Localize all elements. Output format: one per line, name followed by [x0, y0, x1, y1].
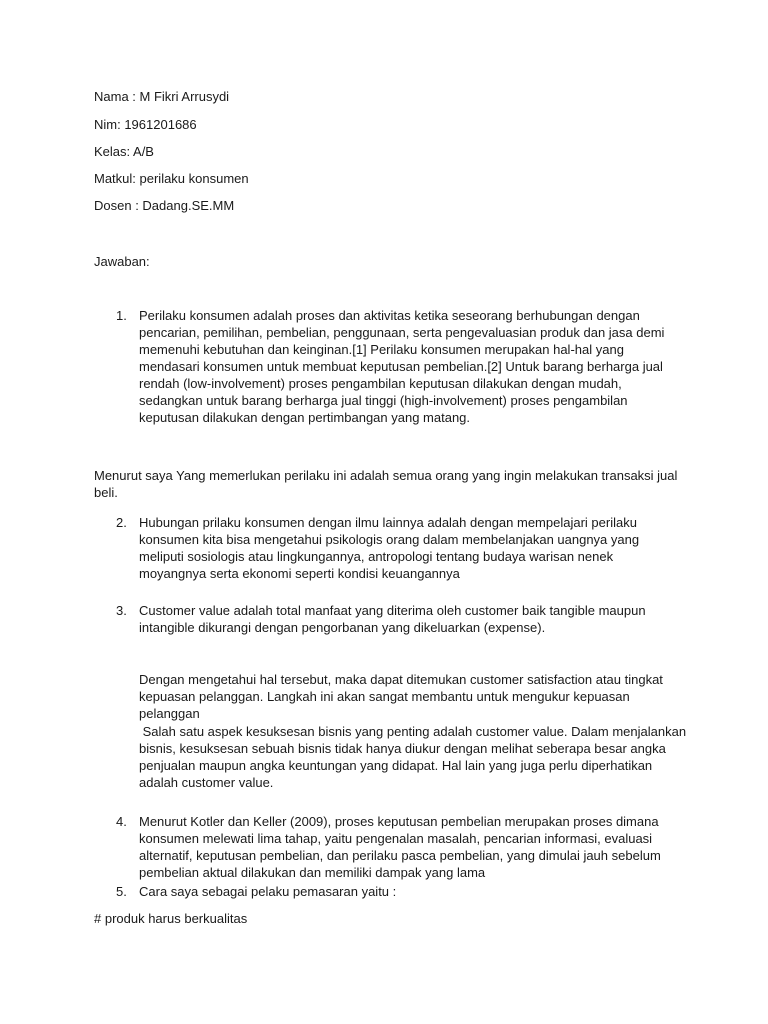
answer-3-extra-a: [139, 671, 679, 722]
text-line: Menurut Kotler dan Keller (2009), proses keputusan pembelian merupakan proses dimana: [139, 814, 659, 829]
answer-number: 4.: [116, 814, 127, 829]
text-line: keputusan dilakukan dengan pertimbangan yang matang.: [139, 410, 471, 425]
answer-5-text: [139, 883, 679, 900]
answers-heading: Jawaban:: [94, 254, 150, 269]
text-line: alternatif, keputusan pembelian, dan perilaku pasca pembelian, yang dimulai jauh sebelum: [139, 848, 661, 863]
answer-number: 2.: [116, 515, 127, 530]
text-line: pelanggan: [139, 706, 200, 721]
text-line: Menurut saya Yang memerlukan perilaku ini adalah semua orang yang ingin melakukan transaksi jual: [94, 468, 678, 483]
text-line: memenuhi kebutuhan dan keinginan.[1] Perilaku konsumen merupakan hal-hal yang: [139, 342, 624, 357]
text-line: Perilaku konsumen adalah proses dan aktivitas ketika seseorang berhubungan dengan: [139, 308, 640, 323]
text-line: bisnis, kesuksesan sebuah bisnis tidak hanya diukur dengan melihat seberapa besar angka: [139, 741, 666, 756]
answer-4-text: [139, 813, 687, 881]
text-line: pembelian aktual dilakukan dan memiliki dampak yang lama: [139, 865, 486, 880]
text-line: penjualan maupun angka keuntungan yang didapat. Hal lain yang juga perlu diperhatikan: [139, 758, 653, 773]
text-line: adalah customer value.: [139, 775, 274, 790]
text-line: Customer value adalah total manfaat yang diterima oleh customer baik tangible maupun: [139, 603, 646, 618]
student-nim: Nim: 1961201686: [94, 117, 197, 132]
opinion-paragraph: [94, 467, 714, 501]
course-label: Matkul: perilaku konsumen: [94, 171, 249, 186]
text-line: mendasari konsumen untuk membuat keputusan pembelian.[2] Untuk barang berharga jual: [139, 359, 663, 374]
text-line: Salah satu aspek kesuksesan bisnis yang penting adalah customer value. Dalam menjalankan: [139, 724, 687, 739]
text-line: Hubungan prilaku konsumen dengan ilmu lainnya adalah dengan mempelajari perilaku: [139, 515, 637, 530]
text-line: beli.: [94, 485, 118, 500]
answer-3-text: [139, 602, 679, 636]
answer-1-text: [139, 307, 679, 426]
text-line: sedangkan untuk barang berharga jual tinggi (high-involvement) proses pengambilan: [139, 393, 628, 408]
quality-note: # produk harus berkualitas: [94, 911, 248, 926]
answer-number: 5.: [116, 884, 127, 899]
text-line: konsumen melewati lima tahap, yaitu pengenalan masalah, pencarian informasi, evaluasi: [139, 831, 653, 846]
text-line: konsumen kita bisa mengetahui psikologis orang dalam membelanjakan uangnya yang: [139, 532, 640, 547]
text-line: intangible dikurangi dengan pengorbanan yang dikeluarkan (expense).: [139, 620, 546, 635]
student-name: Nama : M Fikri Arrusydi: [94, 89, 230, 104]
text-line: moyangnya serta ekonomi seperti kondisi keuangannya: [139, 566, 460, 581]
lecturer-label: Dosen : Dadang.SE.MM: [94, 198, 235, 213]
answer-number: 1.: [116, 308, 127, 323]
answer-number: 3.: [116, 603, 127, 618]
text-line: kepuasan pelanggan. Langkah ini akan sangat membantu untuk mengukur kepuasan: [139, 689, 630, 704]
text-line: Cara saya sebagai pelaku pemasaran yaitu :: [139, 884, 397, 899]
answer-3-extra-b: [139, 723, 687, 791]
text-line: meliputi sosiologis atau lingkungannya, antropologi tentang budaya warisan nenek: [139, 549, 614, 564]
answer-2-text: [139, 514, 679, 582]
text-line: rendah (low-involvement) proses pengambilan keputusan dilakukan dengan mudah,: [139, 376, 622, 391]
text-line: Dengan mengetahui hal tersebut, maka dapat ditemukan customer satisfaction atau tingkat: [139, 672, 663, 687]
class-label: Kelas: A/B: [94, 144, 154, 159]
text-line: pencarian, pemilihan, pembelian, penggunaan, serta pengevaluasian produk dan jasa demi: [139, 325, 665, 340]
